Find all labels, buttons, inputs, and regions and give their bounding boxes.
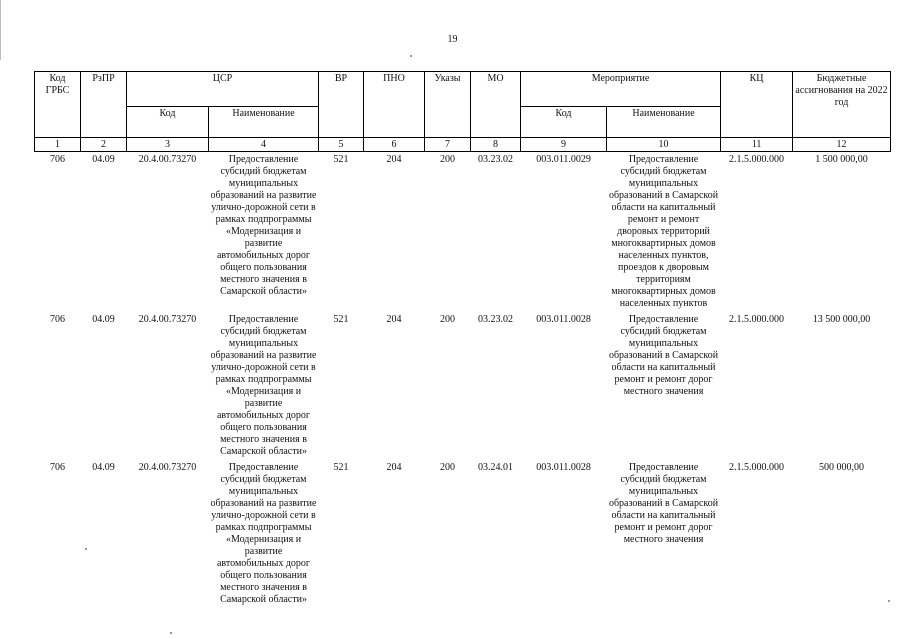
cell-pno: 204 xyxy=(386,462,402,473)
cell-kc: 2.1.5.000.000 xyxy=(729,154,785,165)
column-number: 6 xyxy=(364,138,425,152)
header-meropriyatie: Мероприятие xyxy=(521,72,721,107)
header-kod-grbs: Код ГРБС xyxy=(35,72,81,138)
cell-mer-kod: 003.011.0029 xyxy=(536,154,591,165)
column-number: 3 xyxy=(127,138,209,152)
cell-mer-name: Предоставление субсидий бюджетам муниципальных образований в Самарской области на капитальный ремонт и ремонт дворовых территорий многоквартирных домов населенных пунктов, проездов к дворовым территориям многоквартирных домов населенных пунктов xyxy=(608,154,719,309)
cell-rzpr: 04.09 xyxy=(92,154,115,165)
cell-grbs: 706 xyxy=(50,314,65,325)
column-number: 1 xyxy=(35,138,81,152)
cell-kc: 2.1.5.000.000 xyxy=(729,462,785,473)
header-mer-name: Наименование xyxy=(607,107,721,138)
column-number: 4 xyxy=(209,138,319,152)
table-row xyxy=(35,312,891,460)
column-number: 8 xyxy=(471,138,521,152)
column-number: 11 xyxy=(721,138,793,152)
cell-mo: 03.23.02 xyxy=(478,154,514,165)
column-number: 2 xyxy=(81,138,127,152)
cell-vr: 521 xyxy=(333,462,349,473)
cell-csr-name: Предоставление субсидий бюджетам муниципальных образований на развитие улично-дорожной сети в рамках подпрограммы «Модернизация и развитие автомобильных дорог общего пользования местного значения в Самарской области» xyxy=(210,462,317,605)
column-number: 9 xyxy=(521,138,607,152)
cell-ukazy: 200 xyxy=(440,154,456,165)
cell-amount: 1 500 000,00 xyxy=(815,154,868,165)
scan-speck xyxy=(85,548,87,550)
cell-mo: 03.24.01 xyxy=(478,462,514,473)
cell-csr-name: Предоставление субсидий бюджетам муниципальных образований на развитие улично-дорожной сети в рамках подпрограммы «Модернизация и развитие автомобильных дорог общего пользования местного значения в Самарской области» xyxy=(210,154,317,297)
cell-mo: 03.23.02 xyxy=(478,314,514,325)
scan-speck xyxy=(170,632,172,634)
header-mo: МО xyxy=(471,72,521,138)
cell-vr: 521 xyxy=(333,154,349,165)
cell-mer-kod: 003.011.0028 xyxy=(536,314,591,325)
table-row xyxy=(35,152,891,313)
cell-grbs: 706 xyxy=(50,462,65,473)
table-row xyxy=(35,460,891,608)
cell-amount: 13 500 000,00 xyxy=(812,314,871,325)
cell-mer-kod: 003.011.0028 xyxy=(536,462,591,473)
header-csr-kod: Код xyxy=(127,107,209,138)
scan-speck xyxy=(888,600,890,602)
cell-grbs: 706 xyxy=(50,154,65,165)
header-csr: ЦСР xyxy=(127,72,319,107)
cell-pno: 204 xyxy=(386,154,402,165)
cell-csr-name: Предоставление субсидий бюджетам муниципальных образований на развитие улично-дорожной сети в рамках подпрограммы «Модернизация и развитие автомобильных дорог общего пользования местного значения в Самарской области» xyxy=(210,314,317,457)
column-number: 12 xyxy=(793,138,891,152)
cell-csr-kod: 20.4.00.73270 xyxy=(138,462,197,473)
header-kc: КЦ xyxy=(721,72,793,138)
cell-ukazy: 200 xyxy=(440,314,456,325)
header-pno: ПНО xyxy=(364,72,425,138)
cell-csr-kod: 20.4.00.73270 xyxy=(138,154,197,165)
cell-pno: 204 xyxy=(386,314,402,325)
column-number: 10 xyxy=(607,138,721,152)
header-ukazy: Указы xyxy=(425,72,471,138)
header-vr: ВР xyxy=(319,72,364,138)
cell-csr-kod: 20.4.00.73270 xyxy=(138,314,197,325)
header-csr-name: Наименование xyxy=(209,107,319,138)
column-number: 7 xyxy=(425,138,471,152)
budget-table xyxy=(34,71,891,608)
page-number: 19 xyxy=(447,34,458,45)
cell-mer-name: Предоставление субсидий бюджетам муниципальных образований в Самарской области на капитальный ремонт и ремонт дорог местного значения xyxy=(608,462,719,545)
cell-vr: 521 xyxy=(333,314,349,325)
cell-amount: 500 000,00 xyxy=(819,462,865,473)
cell-rzpr: 04.09 xyxy=(92,462,115,473)
cell-kc: 2.1.5.000.000 xyxy=(729,314,785,325)
header-mer-kod: Код xyxy=(521,107,607,138)
cell-ukazy: 200 xyxy=(440,462,456,473)
cell-rzpr: 04.09 xyxy=(92,314,115,325)
scan-edge-line xyxy=(0,0,1,60)
header-budget: Бюджетные ассигнования на 2022 год xyxy=(793,72,891,138)
header-rzpr: РзПР xyxy=(81,72,127,138)
column-number: 5 xyxy=(319,138,364,152)
scan-speck xyxy=(410,55,412,57)
cell-mer-name: Предоставление субсидий бюджетам муниципальных образований в Самарской области на капитальный ремонт и ремонт дорог местного значения xyxy=(608,314,719,397)
